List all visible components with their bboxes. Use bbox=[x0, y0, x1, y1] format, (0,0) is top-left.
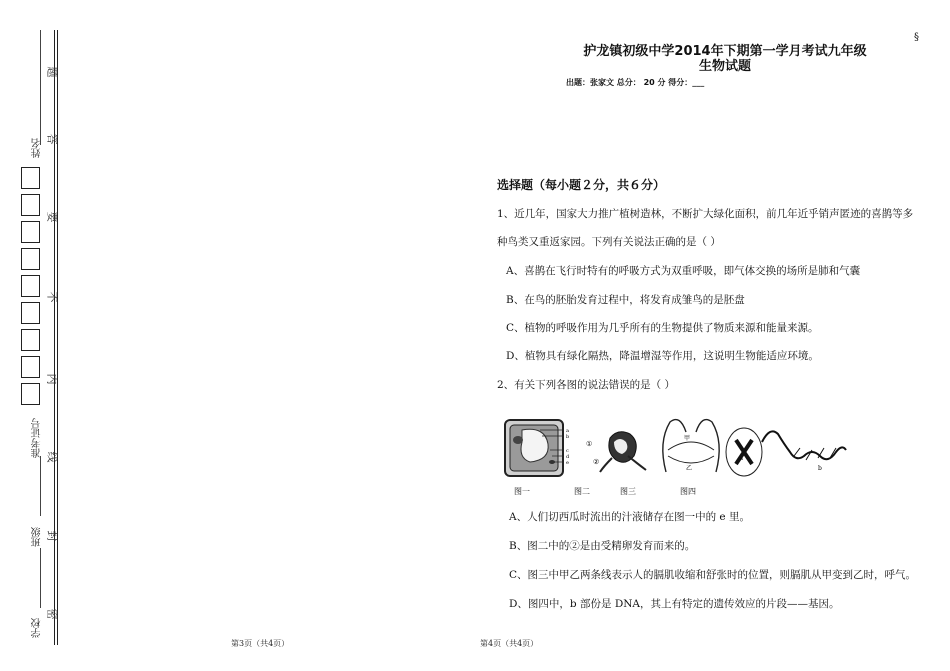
q1-option-c[interactable]: C、植物的呼吸作用为几乎所有的生物提供了物质来源和能量来源。 bbox=[506, 322, 819, 334]
name-label: 姓名 bbox=[32, 138, 43, 158]
figure-caption-2: 图二 bbox=[574, 487, 590, 496]
seal-char: 不 bbox=[45, 291, 59, 303]
svg-text:a: a bbox=[740, 456, 743, 462]
q2-option-d[interactable]: D、图四中，b 部份是 DNA，其上有特定的遗传效应的片段——基因。 bbox=[509, 598, 840, 610]
class-label: 班级 bbox=[32, 527, 43, 547]
q2-option-a[interactable]: A、人们切西瓜时流出的汁液储存在图一中的 e 里。 bbox=[509, 511, 750, 523]
fig-label-b: b bbox=[566, 434, 570, 440]
exam-no-box[interactable] bbox=[21, 248, 40, 270]
exam-no-underline bbox=[40, 456, 41, 516]
plant-cell-figure bbox=[505, 420, 570, 476]
exam-no-box[interactable] bbox=[21, 329, 40, 351]
exam-no-box[interactable] bbox=[21, 194, 40, 216]
fig-label-circ2: ② bbox=[593, 458, 600, 466]
seal-char: 题 bbox=[45, 66, 59, 78]
exam-no-label: 准考证号 bbox=[32, 418, 43, 458]
page-number-right: 第4页（共4页） bbox=[480, 639, 539, 648]
seed-figure bbox=[586, 432, 646, 472]
q1-option-b[interactable]: B、在鸟的胚胎发育过程中，将发育成雏鸟的是胚盘 bbox=[506, 294, 745, 306]
binding-line-outer bbox=[54, 30, 55, 645]
q2-option-b[interactable]: B、图二中的②是由受精卵发育而来的。 bbox=[509, 540, 696, 552]
fig-label-e: e bbox=[566, 460, 569, 466]
exam-meta: 出题：张家文 总分： 20 分 得分：___ bbox=[566, 78, 705, 87]
fig-label-yi: 乙 bbox=[686, 465, 693, 472]
title-line-2: 生物试题 bbox=[698, 59, 751, 74]
fig-label-c: c bbox=[566, 448, 569, 454]
exam-no-box[interactable] bbox=[21, 221, 40, 243]
exam-no-box[interactable] bbox=[21, 302, 40, 324]
seal-char: 答 bbox=[45, 133, 59, 145]
q1-option-a[interactable]: A、喜鹊在飞行时特有的呼吸方式为双重呼吸，即气体交换的场所是肺和气囊 bbox=[506, 265, 861, 277]
q2-stem: 2、有关下列各图的说法错误的是（ ） bbox=[497, 379, 676, 391]
q1-stem-line2: 种鸟类又重返家园。下列有关说法正确的是（ ） bbox=[497, 236, 721, 248]
q2-option-c[interactable]: C、图三中甲乙两条线表示人的膈肌收缩和舒张时的位置，则膈肌从甲变到乙时，呼气。 bbox=[509, 569, 917, 581]
fig-label-circ1: ① bbox=[586, 440, 593, 448]
binding-line-inner bbox=[57, 30, 58, 645]
exam-no-box[interactable] bbox=[21, 275, 40, 297]
exam-no-box[interactable] bbox=[21, 167, 40, 189]
fig-label-jia: 甲 bbox=[684, 435, 691, 442]
q2-figures bbox=[500, 412, 850, 484]
seal-char: 封 bbox=[45, 530, 59, 542]
exam-no-box[interactable] bbox=[21, 356, 40, 378]
exam-no-box[interactable] bbox=[21, 383, 40, 405]
figure-caption-1: 图一 bbox=[514, 487, 530, 496]
q1-option-d[interactable]: D、植物具有绿化隔热，降温增湿等作用，这说明生物能适应环境。 bbox=[506, 350, 819, 362]
exam-title bbox=[560, 44, 890, 74]
figure-caption-3: 图三 bbox=[620, 487, 636, 496]
chromosome-figure bbox=[726, 428, 846, 476]
q1-stem-line1: 1、近几年，国家大力推广植树造林，不断扩大绿化面积，前几年近乎销声匿迹的喜鹊等多 bbox=[497, 208, 914, 220]
fig-label-a: a bbox=[566, 428, 569, 434]
page-number-left: 第3页（共4页） bbox=[231, 639, 290, 648]
school-label: 学校 bbox=[32, 618, 43, 638]
section-title: 选择题（每小题２分，共６分） bbox=[497, 178, 666, 192]
thorax-figure bbox=[663, 420, 719, 472]
section-symbol: § bbox=[914, 32, 919, 43]
seal-char: 密 bbox=[45, 608, 59, 620]
class-underline bbox=[40, 548, 41, 608]
seal-char: 线 bbox=[45, 451, 59, 463]
title-line-1: 护龙镇初级中学2014年下期第一学月考试九年级 bbox=[583, 44, 867, 59]
seal-char: 要 bbox=[45, 211, 59, 223]
fig-label-d: d bbox=[566, 454, 570, 460]
fig-label-dna-b: b bbox=[818, 465, 822, 472]
figure-caption-4: 图四 bbox=[680, 487, 696, 496]
name-underline bbox=[40, 30, 41, 145]
seal-char: 内 bbox=[45, 373, 59, 385]
